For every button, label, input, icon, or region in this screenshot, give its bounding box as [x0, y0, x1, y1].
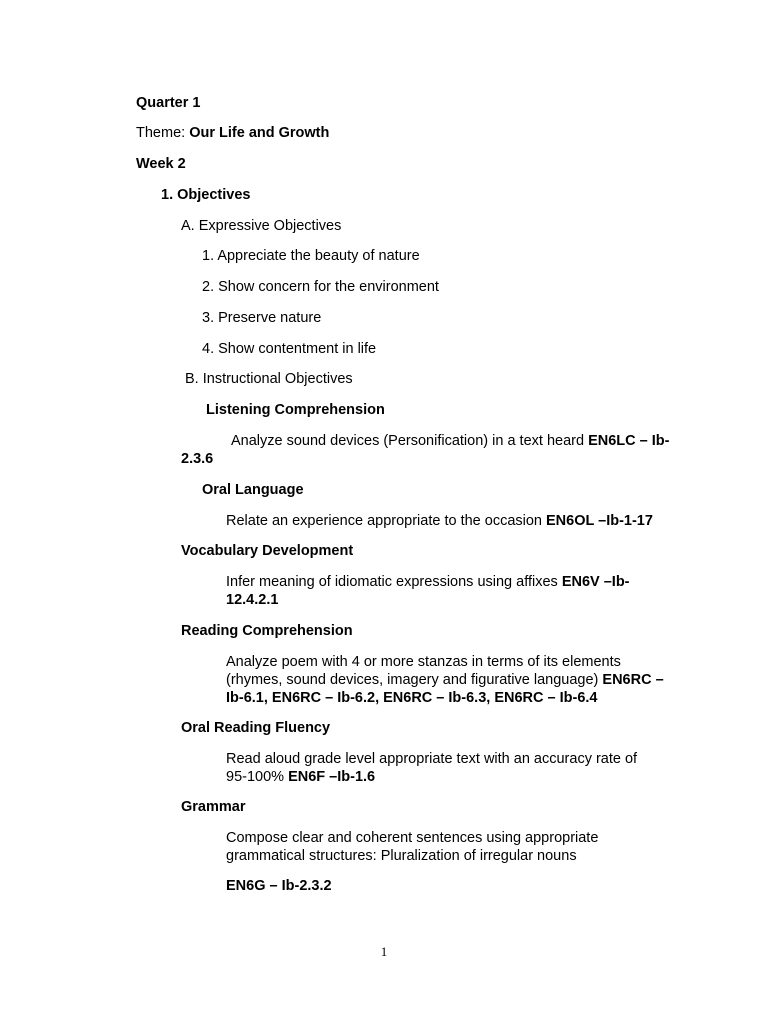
expressive-item: 4. Show contentment in life: [202, 341, 377, 357]
theme-value: Our Life and Growth: [189, 125, 330, 141]
section-title-reading: Reading Comprehension: [181, 623, 353, 639]
section-body-listening: [181, 432, 671, 468]
section-text: Read aloud grade level appropriate text with an accuracy rate of 95-100%: [226, 751, 638, 785]
section-body-oral-language: [226, 512, 686, 530]
section-body-grammar: Compose clear and coherent sentences using appropriate grammatical structures: Pluralization of irregular nouns: [226, 830, 599, 864]
competency-code: EN6LC – Ib-2.3.6: [181, 433, 670, 467]
competency-code-grammar: EN6G – Ib-2.3.2: [226, 878, 332, 894]
competency-code: EN6RC – Ib-6.1, EN6RC – Ib-6.2, EN6RC – Ib-6.3, EN6RC – Ib-6.4: [226, 672, 664, 706]
section-body-fluency: [226, 750, 661, 786]
instructional-objectives-heading: B. Instructional Objectives: [185, 371, 353, 387]
objectives-heading: 1. Objectives: [161, 187, 251, 203]
competency-code: EN6OL –Ib-1-17: [546, 513, 653, 529]
expressive-objectives-heading: A. Expressive Objectives: [181, 218, 342, 234]
section-body-reading: [226, 653, 672, 707]
section-text: Relate an experience appropriate to the occasion: [226, 513, 542, 529]
section-text: Infer meaning of idiomatic expressions using affixes: [226, 574, 558, 590]
section-title-grammar: Grammar: [181, 799, 246, 815]
quarter-label: Quarter 1: [136, 95, 201, 111]
week-label: Week 2: [136, 156, 186, 172]
competency-code: EN6F –Ib-1.6: [288, 769, 376, 785]
theme-line: [136, 124, 329, 142]
expressive-item: 1. Appreciate the beauty of nature: [202, 248, 420, 264]
section-title-vocabulary: Vocabulary Development: [181, 543, 354, 559]
section-title-fluency: Oral Reading Fluency: [181, 720, 331, 736]
section-body-vocabulary: [226, 573, 661, 609]
theme-label: Theme:: [136, 125, 186, 141]
page-number: 1: [380, 944, 388, 959]
section-title-oral-language: Oral Language: [202, 482, 304, 498]
competency-code: EN6V –Ib- 12.4.2.1: [226, 574, 630, 608]
section-title-listening: Listening Comprehension: [206, 402, 385, 418]
expressive-item: 3. Preserve nature: [202, 310, 322, 326]
section-text: Analyze sound devices (Personification) in a text heard: [231, 433, 585, 449]
expressive-item: 2. Show concern for the environment: [202, 279, 439, 295]
section-text: Analyze poem with 4 or more stanzas in terms of its elements (rhymes, sound devices, imagery and figurative language): [226, 654, 621, 688]
